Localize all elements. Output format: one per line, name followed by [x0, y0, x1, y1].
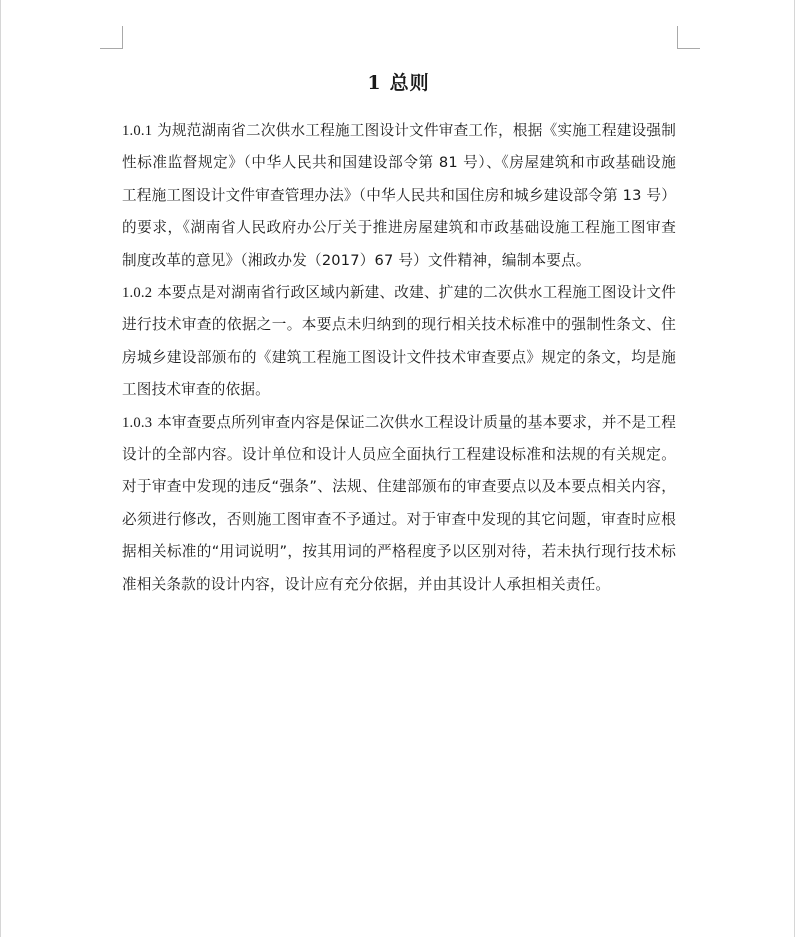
- crop-mark-top-right: [677, 26, 700, 49]
- paragraph-number: 1.0.1: [122, 123, 153, 139]
- section-number: 1: [367, 72, 382, 94]
- paragraph-text: 本要点是对湖南省行政区域内新建、改建、扩建的二次供水工程施工图设计文件进行技术审查的依据之一。本要点未归纳到的现行相关技术标准中的强制性条文、住房城乡建设部颁布的《建筑工程施工图设计文件技术审查要点》规定的条文，均是施工图技术审查的依据。: [122, 284, 676, 399]
- body-text: [122, 115, 676, 601]
- crop-mark-top-left: [100, 26, 123, 49]
- paragraph-1-0-2: [122, 277, 676, 407]
- paragraph-1-0-3: [122, 407, 676, 601]
- paragraph-number: 1.0.3: [122, 414, 153, 431]
- paragraph-1-0-1: [122, 115, 676, 277]
- section-heading: 总则: [389, 72, 430, 94]
- paragraph-text: 为规范湖南省二次供水工程施工图设计文件审查工作，根据《实施工程建设强制性标准监督规定》（中华人民共和国建设部令第 81 号）、《房屋建筑和市政基础设施工程施工图设计文件审查管理办法》（中华人民共和国住房和城乡建设部令第 13 号）的要求，《湖南省人民政府办公厅关于推进房屋建筑和市政基础设施工程施工图审查制度改革的意见》（湘政办发（2017）67 号）文件精神，编制本要点。: [122, 122, 676, 269]
- paragraph-number: 1.0.2: [122, 285, 153, 302]
- section-title: [1, 68, 795, 95]
- paragraph-text: 本审查要点所列审查内容是保证二次供水工程设计质量的基本要求，并不是工程设计的全部内容。设计单位和设计人员应全面执行工程建设标准和法规的有关规定。对于审查中发现的违反“强条”、法规、住建部颁布的审查要点以及本要点相关内容，必须进行修改，否则施工图审查不予通过。对于审查中发现的其它问题，审查时应根据相关标准的“用词说明”，按其用词的严格程度予以区别对待，若未执行现行技术标准相关条款的设计内容，设计应有充分依据，并由其设计人承担相关责任。: [122, 413, 676, 593]
